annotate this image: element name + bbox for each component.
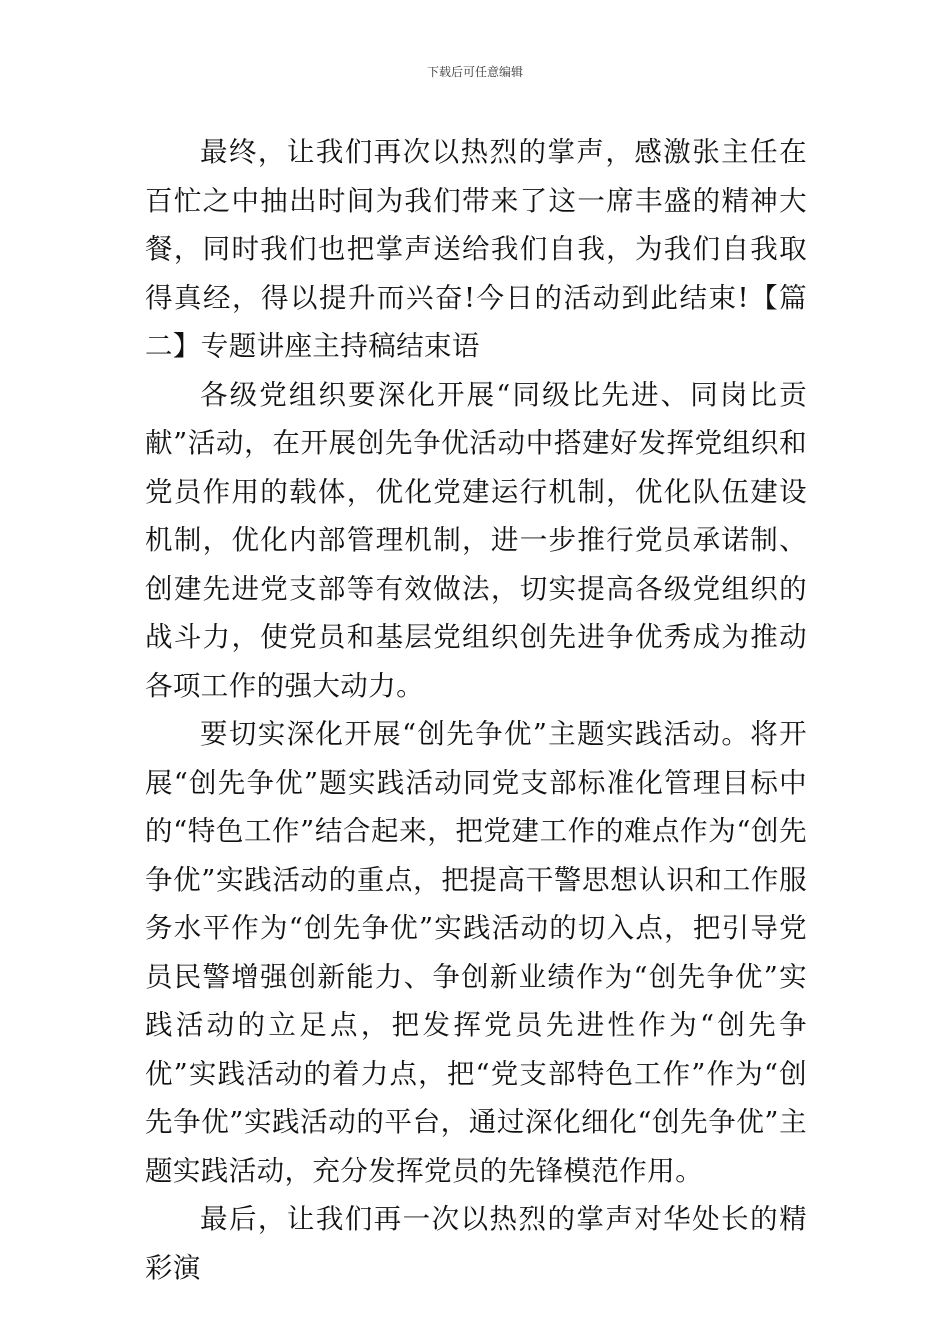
paragraph-final-thanks: 最后，让我们再一次以热烈的掌声对华处长的精彩演: [145, 1203, 807, 1284]
paragraph-party-organization: 各级党组织要深化开展“同级比先进、同岗比贡献”活动，在开展创先争优活动中搭建好发挥党组织和党员作用的载体，优化党建运行机制，优化队伍建设机制，优化内部管理机制，进一步推行党员承诺制、创建先进党支部等有效做法，切实提高各级党组织的战斗力，使党员和基层党组织创先进争优秀成为推动各项工作的强大动力。: [145, 378, 807, 702]
paragraph-practice-activity: 要切实深化开展“创先争优”主题实践活动。将开展“创先争优”题实践活动同党支部标准化管理目标中的“特色工作”结合起来，把党建工作的难点作为“创先争优”实践活动的重点，把提高干警思想认识和工作服务水平作为“创先争优”实践活动的切入点，把引导党员民警增强创新能力、争创新业绩作为“创先争优”实践活动的立足点，把发挥党员先进性作为“创先争优”实践活动的着力点，把“党支部特色工作”作为“创先争优”实践活动的平台，通过深化细化“创先争优”主题实践活动，充分发挥党员的先锋模范作用。: [145, 718, 807, 1187]
page-header-note: 下载后可任意编辑: [426, 65, 523, 79]
paragraph-closing-remarks: 最终，让我们再次以热烈的掌声，感激张主任在百忙之中抽出时间为我们带来了这一席丰盛的精神大餐，同时我们也把掌声送给我们自我，为我们自我取得真经，得以提升而兴奋!今日的活动到此结束!【篇二】专题讲座主持稿结束语: [145, 136, 807, 362]
document-body: [145, 128, 807, 1292]
